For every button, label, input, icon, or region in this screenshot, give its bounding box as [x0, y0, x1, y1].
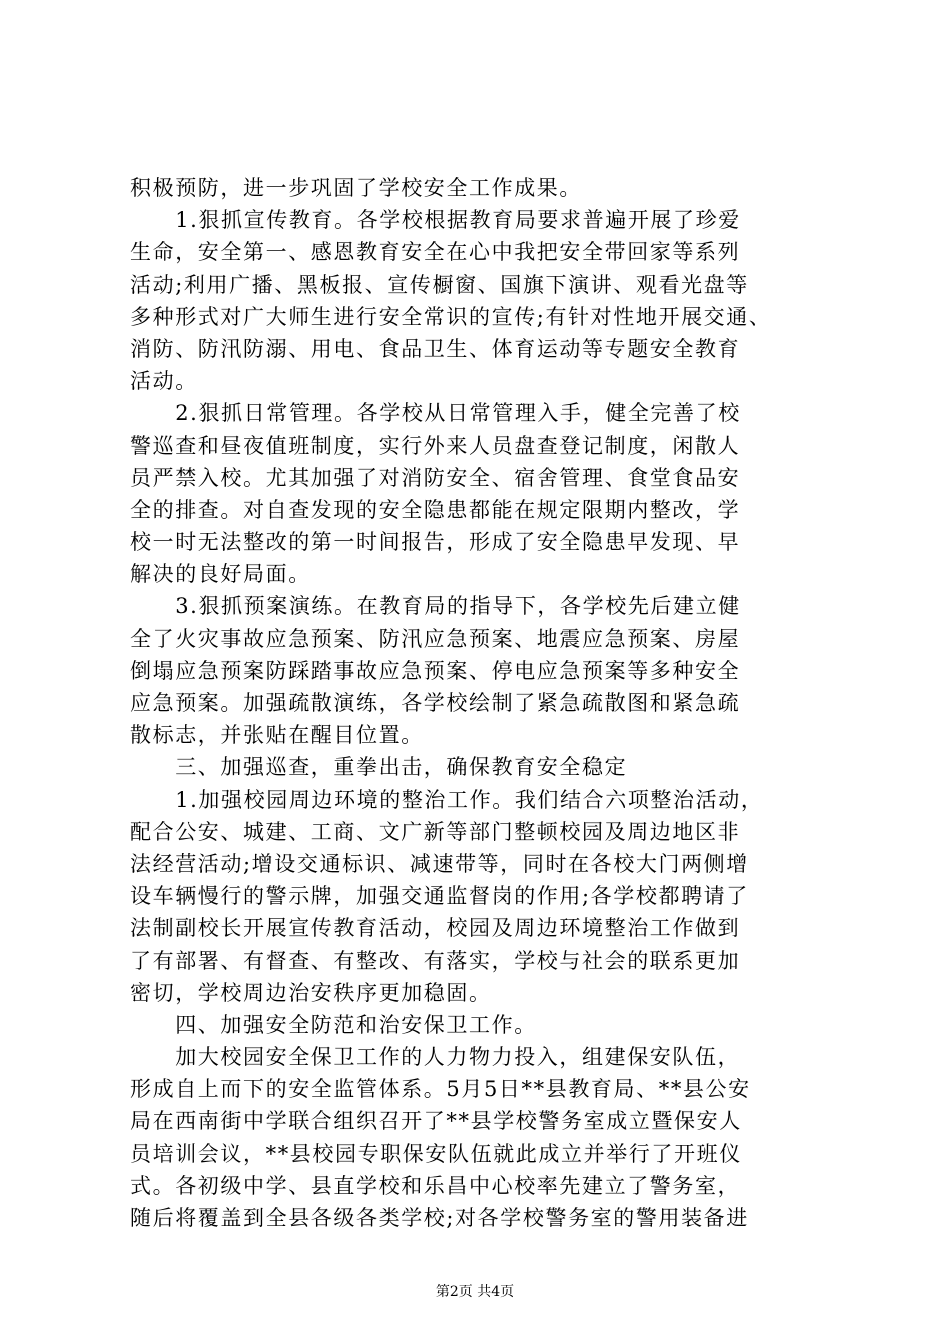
body-text — [130, 172, 830, 1234]
text-line: 三、加强巡查，重拳出击，确保教育安全稳定 — [130, 755, 628, 780]
text-line: 全了火灾事故应急预案、防汛应急预案、地震应急预案、房屋 — [130, 626, 741, 651]
text-line: 四、加强安全防范和治安保卫工作。 — [130, 1012, 537, 1037]
text-line: 消防、防汛防溺、用电、食品卫生、体育运动等专题安全教育 — [130, 336, 741, 361]
text-line: 1.狠抓宣传教育。各学校根据教育局要求普遍开展了珍爱 — [130, 208, 741, 233]
text-line: 3.狠抓预案演练。在教育局的指导下，各学校先后建立健 — [130, 594, 741, 619]
text-line: 随后将覆盖到全县各级各类学校;对各学校警务室的警用装备进 — [130, 1206, 749, 1230]
text-line: 员培训会议，**县校园专职保安队伍就此成立并举行了开班仪 — [130, 1141, 742, 1166]
text-line: 活动。 — [130, 369, 198, 394]
text-line: 加大校园安全保卫工作的人力物力投入，组建保安队伍， — [130, 1045, 741, 1070]
text-line: 2.狠抓日常管理。各学校从日常管理入手，健全完善了校 — [130, 401, 741, 426]
text-line: 法制副校长开展宣传教育活动，校园及周边环境整治工作做到 — [130, 916, 741, 941]
text-line: 解决的良好局面。 — [130, 562, 311, 587]
text-line: 了有部署、有督查、有整改、有落实，学校与社会的联系更加 — [130, 948, 741, 973]
text-line: 生命，安全第一、感恩教育安全在心中我把安全带回家等系列 — [130, 240, 741, 265]
text-line: 多种形式对广大师生进行安全常识的宣传;有针对性地开展交通、 — [130, 304, 772, 329]
text-line: 密切，学校周边治安秩序更加稳固。 — [130, 980, 492, 1005]
text-line: 活动;利用广播、黑板报、宣传橱窗、国旗下演讲、观看光盘等 — [130, 272, 749, 297]
text-line: 员严禁入校。尤其加强了对消防安全、宿舍管理、食堂食品安 — [130, 465, 741, 490]
text-line: 设车辆慢行的警示牌，加强交通监督岗的作用;各学校都聘请了 — [130, 884, 749, 909]
text-line: 应急预案。加强疏散演练，各学校绘制了紧急疏散图和紧急疏 — [130, 691, 741, 715]
page-footer: 第2页 共4页 — [435, 1284, 515, 1300]
text-line: 警巡查和昼夜值班制度，实行外来人员盘查登记制度，闲散人 — [130, 433, 741, 458]
text-line: 形成自上而下的安全监管体系。5月5日**县教育局、**县公安 — [130, 1077, 751, 1102]
text-line: 配合公安、城建、工商、文广新等部门整顿校园及周边地区非 — [130, 819, 741, 844]
text-line: 校一时无法整改的第一时间报告，形成了安全隐患早发现、早 — [130, 530, 741, 555]
text-line: 积极预防，进一步巩固了学校安全工作成果。 — [130, 176, 582, 200]
text-line: 局在西南街中学联合组织召开了**县学校警务室成立暨保安人 — [130, 1109, 742, 1134]
text-line: 法经营活动;增设交通标识、减速带等，同时在各校大门两侧增 — [130, 851, 749, 876]
text-line: 式。各初级中学、县直学校和乐昌中心校率先建立了警务室， — [130, 1173, 741, 1198]
text-line: 全的排查。对自查发现的安全隐患都能在规定限期内整改，学 — [130, 497, 741, 522]
text-line: 倒塌应急预案防踩踏事故应急预案、停电应急预案等多种安全 — [130, 658, 741, 683]
text-line: 1.加强校园周边环境的整治工作。我们结合六项整治活动， — [130, 787, 764, 812]
text-line: 散标志，并张贴在醒目位置。 — [130, 723, 424, 748]
